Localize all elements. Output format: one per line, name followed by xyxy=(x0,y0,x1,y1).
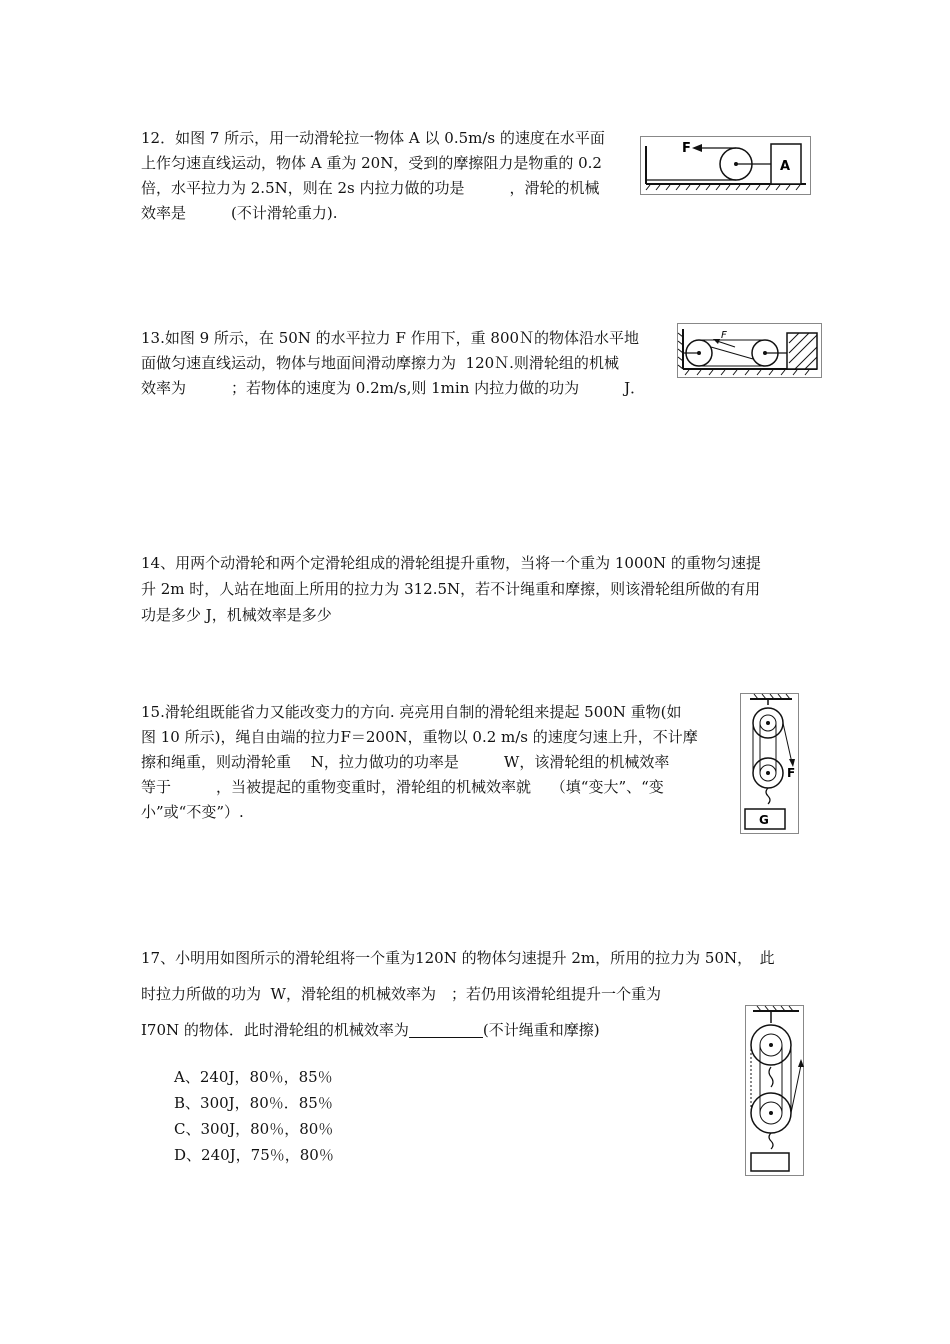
fig9-force-label: F xyxy=(721,330,727,341)
q15-line-4: 等于 ，当被提起的重物变重时，滑轮组的机械效率就 （填“变大”、“变 xyxy=(141,778,664,796)
figure-7-pulley xyxy=(640,136,812,196)
choice-c: C、300J，80％，80％ xyxy=(174,1120,334,1138)
q17-line-1: 17、小明用如图所示的滑轮组将一个重为120N 的物体匀速提升 2m，所用的拉力为 50N， 此 xyxy=(141,949,775,967)
question-15 xyxy=(141,700,698,825)
question-13 xyxy=(141,326,645,401)
q15-line-3: 擦和绳重，则动滑轮重 N，拉力做功的功率是 W，该滑轮组的机械效率 xyxy=(141,753,670,771)
q14-line-2: 升 2m 时，人站在地面上所用的拉力为 312.5N，若不计绳重和摩擦，则该滑轮组所做的有用 xyxy=(141,580,761,598)
question-17 xyxy=(141,940,775,1048)
q17-line-3-before: I70N 的物体．此时滑轮组的机械效率为 xyxy=(141,1021,409,1039)
choice-b: B、300J，80％．85％ xyxy=(174,1094,333,1112)
q15-line-1: 15.滑轮组既能省力又能改变力的方向. 亮亮用自制的滑轮组来提起 500N 重物(如 xyxy=(141,703,682,721)
q17-choices xyxy=(174,1064,334,1168)
q17-answer-blank xyxy=(409,1019,483,1038)
fig7-block-label: A xyxy=(780,159,791,174)
q17-line-2: 时拉力所做的功为 W，滑轮组的机械效率为 ；若仍用该滑轮组提升一个重为 xyxy=(141,985,661,1003)
figure-17-pulley-system xyxy=(745,1005,805,1177)
fig7-force-label: F xyxy=(682,141,691,156)
q14-line-1: 14、用两个动滑轮和两个定滑轮组成的滑轮组提升重物，当将一个重为 1000N 的重物匀速提 xyxy=(141,554,761,572)
fig10-force-label: F xyxy=(787,766,796,780)
q13-line-2: 面做匀速直线运动，物体与地面间滑动摩擦力为 120Ｎ.则滑轮组的机械 xyxy=(141,354,619,372)
q12-line-1: 12．如图 7 所示，用一动滑轮拉一物体 A 以 0.5m/s 的速度在水平面 xyxy=(141,129,605,147)
question-14 xyxy=(141,550,761,628)
q17-line-3-after: (不计绳重和摩擦) xyxy=(482,1021,600,1039)
q17-line-3 xyxy=(141,1012,775,1048)
q14-line-3: 功是多少 J，机械效率是多少 xyxy=(141,606,332,624)
choice-a: A、240J，80％，85％ xyxy=(174,1068,333,1086)
q15-line-5: 小”或“不变”）. xyxy=(141,803,244,821)
q13-line-1: 13.如图 9 所示，在 50N 的水平拉力 F 作用下，重 800Ｎ的物体沿水平地 xyxy=(141,329,640,347)
fig10-weight-label: G xyxy=(759,813,769,827)
question-12 xyxy=(141,126,605,226)
q12-line-2: 上作匀速直线运动，物体 A 重为 20N，受到的摩擦阻力是物重的 0.2 xyxy=(141,154,602,172)
figure-9-pulley-group xyxy=(677,323,823,379)
q15-line-2: 图 10 所示)，绳自由端的拉力F＝200N，重物以 0.2 m/s 的速度匀速上升，不计摩 xyxy=(141,728,698,746)
q13-line-3: 效率为 ；若物体的速度为 0.2m/s,则 1min 内拉力做的功为 J． xyxy=(141,379,646,397)
q12-line-4: 效率是 (不计滑轮重力). xyxy=(141,204,338,222)
q12-line-3: 倍，水平拉力为 2.5N，则在 2s 内拉力做的功是 ，滑轮的机械 xyxy=(141,179,600,197)
figure-10-pulley-system xyxy=(740,693,800,835)
choice-d: D、240J，75％，80％ xyxy=(174,1146,334,1164)
